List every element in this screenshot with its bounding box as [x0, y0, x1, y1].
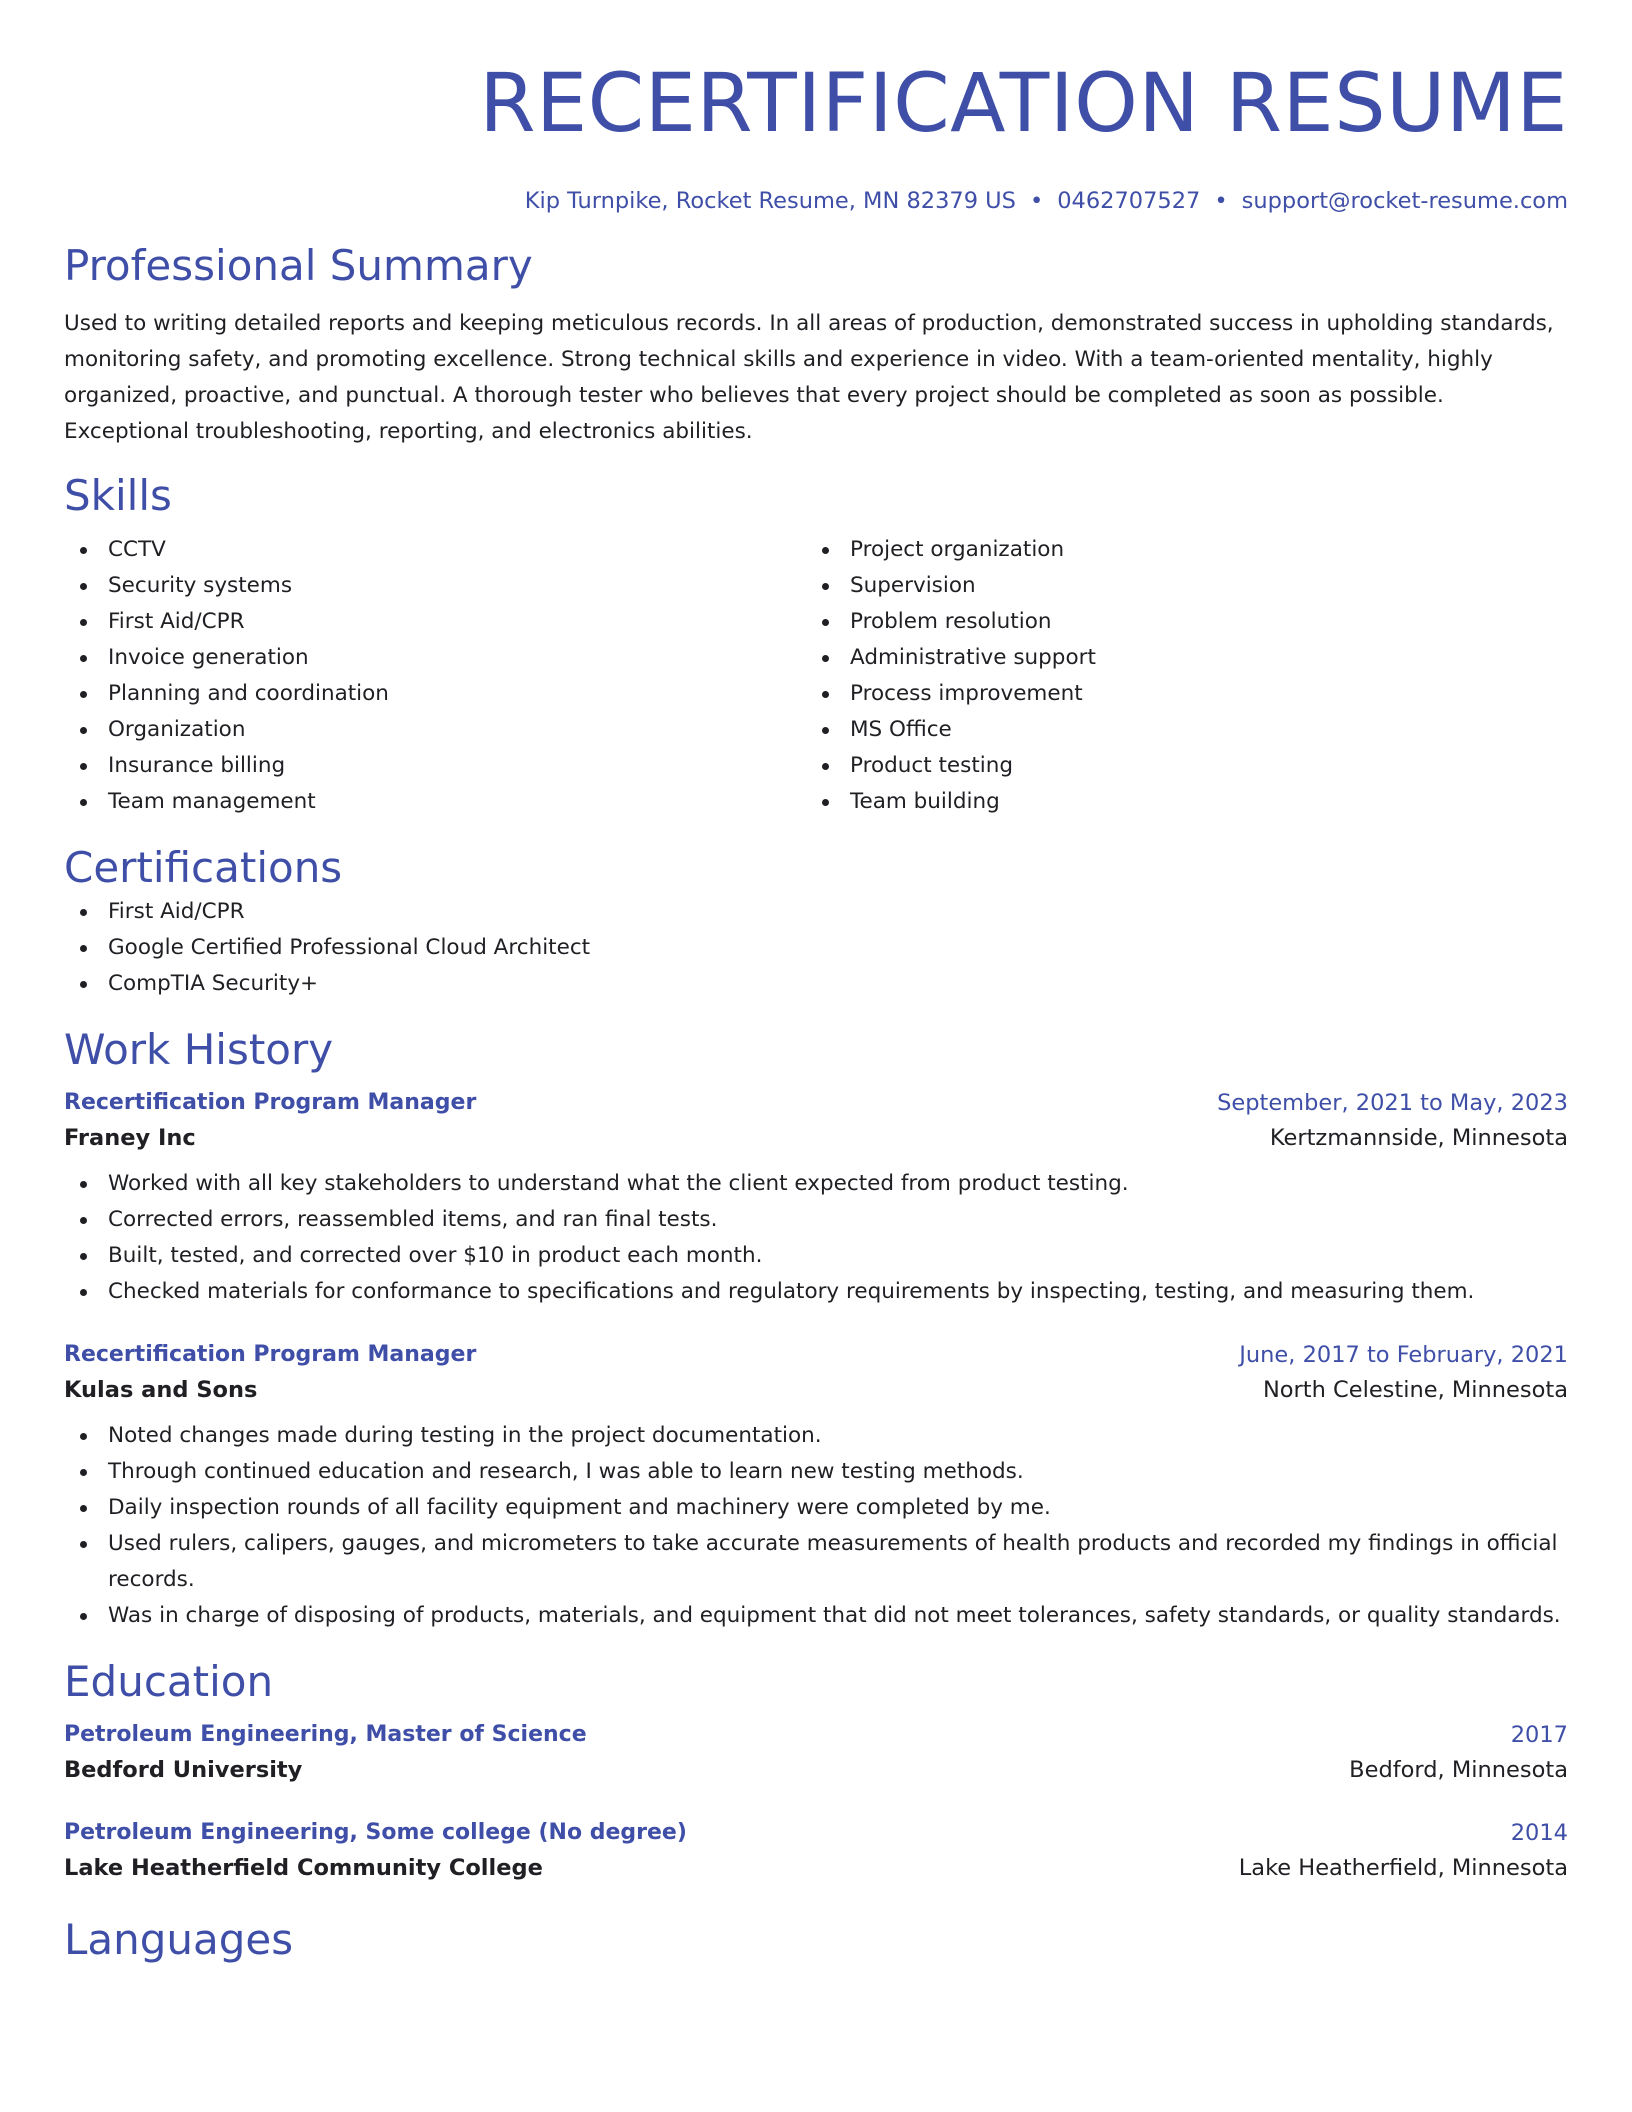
section-title-summary: Professional Summary	[64, 241, 533, 290]
graduation-year: 2017	[1510, 1722, 1568, 1748]
job-dates: September, 2021 to May, 2023	[1217, 1090, 1568, 1116]
job-location: North Celestine, Minnesota	[1262, 1377, 1568, 1403]
section-title-languages: Languages	[64, 1915, 294, 1964]
contact-address: Kip Turnpike, Rocket Resume, MN 82379 US	[524, 188, 1016, 214]
job-bullet: Was in charge of disposing of products, materials, and equipment that did not meet tolerances, safety standards, or quality standards.	[64, 1598, 1568, 1634]
graduation-year: 2014	[1510, 1820, 1568, 1846]
work-entry	[64, 1088, 1568, 1310]
job-bullet: Used rulers, calipers, gauges, and micrometers to take accurate measurements of health products and recorded my findings in official records.	[64, 1526, 1568, 1598]
work-entry-header	[64, 1088, 1568, 1118]
contact-separator: •	[1029, 188, 1044, 214]
skill-item: First Aid/CPR	[64, 604, 806, 640]
section-title-skills: Skills	[64, 471, 172, 520]
school-location: Bedford, Minnesota	[1349, 1757, 1568, 1783]
skills-columns	[64, 532, 1568, 820]
job-title: Recertification Program Manager	[64, 1090, 477, 1115]
job-bullets	[64, 1166, 1568, 1310]
certifications-list	[64, 894, 1568, 1002]
job-bullet: Checked materials for conformance to specifications and regulatory requirements by inspecting, testing, and measuring them.	[64, 1274, 1568, 1310]
job-bullet: Through continued education and research, I was able to learn new testing methods.	[64, 1454, 1568, 1490]
work-entry-subheader	[64, 1118, 1568, 1158]
contact-email: support@rocket-resume.com	[1241, 188, 1568, 214]
skill-item: CCTV	[64, 532, 806, 568]
work-entry-header	[64, 1340, 1568, 1370]
skill-item: Organization	[64, 712, 806, 748]
contact-separator: •	[1214, 188, 1228, 214]
skill-item: Supervision	[806, 568, 1548, 604]
section-title-education: Education	[64, 1657, 274, 1706]
skill-item: Invoice generation	[64, 640, 806, 676]
section-title-certifications: Certifications	[64, 843, 343, 892]
skill-item: Team management	[64, 784, 806, 820]
contact-phone: 0462707527	[1057, 188, 1201, 214]
company-name: Franey Inc	[64, 1125, 196, 1151]
skill-item: Planning and coordination	[64, 676, 806, 712]
skill-item: Administrative support	[806, 640, 1548, 676]
job-location: Kertzmannside, Minnesota	[1269, 1125, 1568, 1151]
skill-item: Project organization	[806, 532, 1548, 568]
section-title-work-history: Work History	[64, 1025, 334, 1074]
education-entry	[64, 1818, 1568, 1888]
skill-item: Team building	[806, 784, 1548, 820]
skill-item: Problem resolution	[806, 604, 1548, 640]
school-name: Lake Heatherfield Community College	[64, 1855, 543, 1881]
job-bullet: Built, tested, and corrected over $10 in product each month.	[64, 1238, 1568, 1274]
degree-title: Petroleum Engineering, Master of Science	[64, 1722, 587, 1747]
skill-item: Process improvement	[806, 676, 1548, 712]
resume-name: RECERTIFICATION RESUME	[479, 57, 1568, 151]
skill-item: Insurance billing	[64, 748, 806, 784]
job-bullet: Corrected errors, reassembled items, and ran final tests.	[64, 1202, 1568, 1238]
education-entry-subheader	[64, 1750, 1568, 1790]
job-dates: June, 2017 to February, 2021	[1239, 1342, 1568, 1368]
skill-item: Security systems	[64, 568, 806, 604]
skills-list-left	[64, 532, 806, 820]
company-name: Kulas and Sons	[64, 1377, 258, 1403]
job-bullet: Daily inspection rounds of all facility equipment and machinery were completed by me.	[64, 1490, 1568, 1526]
certification-item: CompTIA Security+	[64, 966, 1568, 1002]
job-bullet: Noted changes made during testing in the project documentation.	[64, 1418, 1568, 1454]
degree-title: Petroleum Engineering, Some college (No degree)	[64, 1820, 687, 1845]
work-entry	[64, 1340, 1568, 1634]
education-entry-header	[64, 1720, 1568, 1750]
school-location: Lake Heatherfield, Minnesota	[1238, 1855, 1568, 1881]
contact-line	[64, 186, 1568, 216]
job-bullets	[64, 1418, 1568, 1634]
summary-text: Used to writing detailed reports and keeping meticulous records. In all areas of production, demonstrated success in upholding standards, monitoring safety, and promoting excellence. Strong technical skills and experience in video. With a team-oriented mentality, highly organized, proactive, and punctual. A thorough tester who believes that every project should be completed as soon as possible. Exceptional troubleshooting, reporting, and electronics abilities.	[64, 311, 1554, 444]
education-entry-subheader	[64, 1848, 1568, 1888]
skills-list-right	[806, 532, 1548, 820]
job-title: Recertification Program Manager	[64, 1342, 477, 1367]
certification-item: First Aid/CPR	[64, 894, 1568, 930]
job-bullet: Worked with all key stakeholders to understand what the client expected from product testing.	[64, 1166, 1568, 1202]
work-entry-subheader	[64, 1370, 1568, 1410]
certification-item: Google Certified Professional Cloud Architect	[64, 930, 1568, 966]
education-entry-header	[64, 1818, 1568, 1848]
skill-item: MS Office	[806, 712, 1548, 748]
school-name: Bedford University	[64, 1757, 303, 1783]
skill-item: Product testing	[806, 748, 1548, 784]
education-entry	[64, 1720, 1568, 1790]
